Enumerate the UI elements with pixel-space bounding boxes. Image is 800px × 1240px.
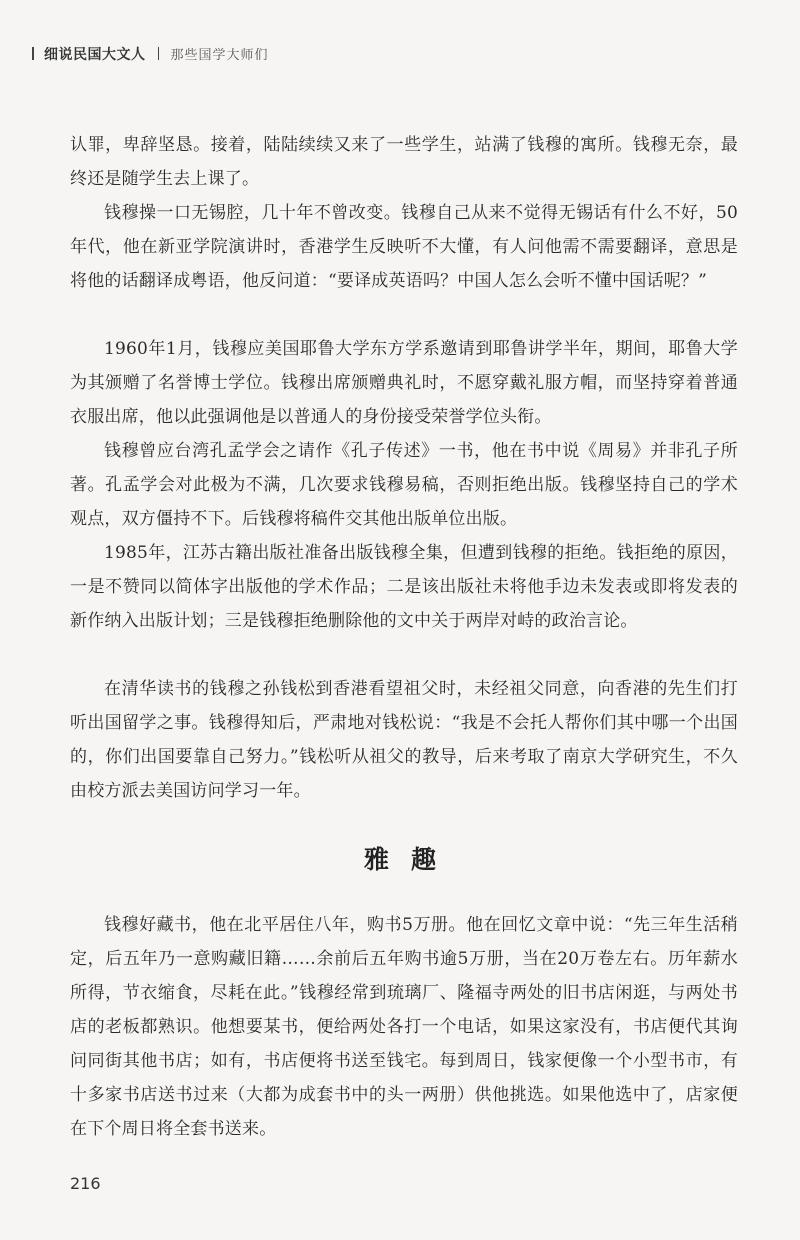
page-number: 216 bbox=[70, 1174, 101, 1193]
header-separator bbox=[158, 47, 159, 60]
paragraph-book-collecting: 钱穆好藏书，他在北平居住八年，购书5万册。他在回忆文章中说：“先三年生活稍定，后五年乃一意购藏旧籍……余前后五年购书逾5万册，当在20万卷左右。历年薪水所得，节衣缩食，尽耗在此。”钱穆经常到琉璃厂、隆福寺两处的旧书店闲逛，与两处书店的老板都熟识。他想要某书，便给两处各打一个电话，如果这家没有，书店便代其询问同街其他书店；如有，书店便将书送至钱宅。每到周日，钱家便像一个小型书市，有十多家书店送书过来（大都为成套书中的头一两册）供他挑选。如果他选中了，店家便在下个周日将全套书送来。 bbox=[70, 915, 738, 1139]
paragraph-confucius-book: 钱穆曾应台湾孔孟学会之请作《孔子传述》一书，他在书中说《周易》并非孔子所著。孔孟学会对此极为不满，几次要求钱穆易稿，否则拒绝出版。钱穆坚持自己的学术观点，双方僵持不下。后钱穆将稿件交其他出版单位出版。 bbox=[70, 441, 738, 529]
header-bar bbox=[32, 47, 34, 60]
paragraph-wuxi-dialect: 钱穆操一口无锡腔，几十年不曾改变。钱穆自己从来不觉得无锡话有什么不好，50年代，他在新亚学院演讲时，香港学生反映听不大懂，有人问他需不需要翻译，意思是将他的话翻译成粤语，他反问道：“要译成英语吗？中国人怎么会听不懂中国话呢？” bbox=[70, 203, 738, 291]
book-title: 细说民国大文人 bbox=[44, 47, 146, 63]
paragraph-collected-works: 1985年，江苏古籍出版社准备出版钱穆全集，但遭到钱穆的拒绝。钱拒绝的原因，一是不赞同以简体字出版他的学术作品；二是该出版社未将他手边未发表或即将发表的新作纳入出版计划；三是钱穆拒绝删除他的文中关于两岸对峙的政治言论。 bbox=[70, 543, 738, 631]
paragraph-grandson: 在清华读书的钱穆之孙钱松到香港看望祖父时，未经祖父同意，向香港的先生们打听出国留学之事。钱穆得知后，严肃地对钱松说：“我是不会托人帮你们其中哪一个出国的，你们出国要靠自己努力。”钱松听从祖父的教导，后来考取了南京大学研究生，不久由校方派去美国访问学习一年。 bbox=[70, 679, 738, 801]
book-subtitle: 那些国学大师们 bbox=[170, 48, 269, 63]
paragraph-yale: 1960年1月，钱穆应美国耶鲁大学东方学系邀请到耶鲁讲学半年，期间，耶鲁大学为其颁赠了名誉博士学位。钱穆出席颁赠典礼时，不愿穿戴礼服方帽，而坚持穿着普通衣服出席，他以此强调他是以普通人的身份接受荣誉学位头衔。 bbox=[70, 339, 738, 427]
paragraph-continued: 认罪，卑辞坚恳。接着，陆陆续续又来了一些学生，站满了钱穆的寓所。钱穆无奈，最终还是随学生去上课了。 bbox=[70, 135, 738, 189]
running-header bbox=[32, 44, 269, 64]
section-title: 雅趣 bbox=[363, 845, 458, 874]
